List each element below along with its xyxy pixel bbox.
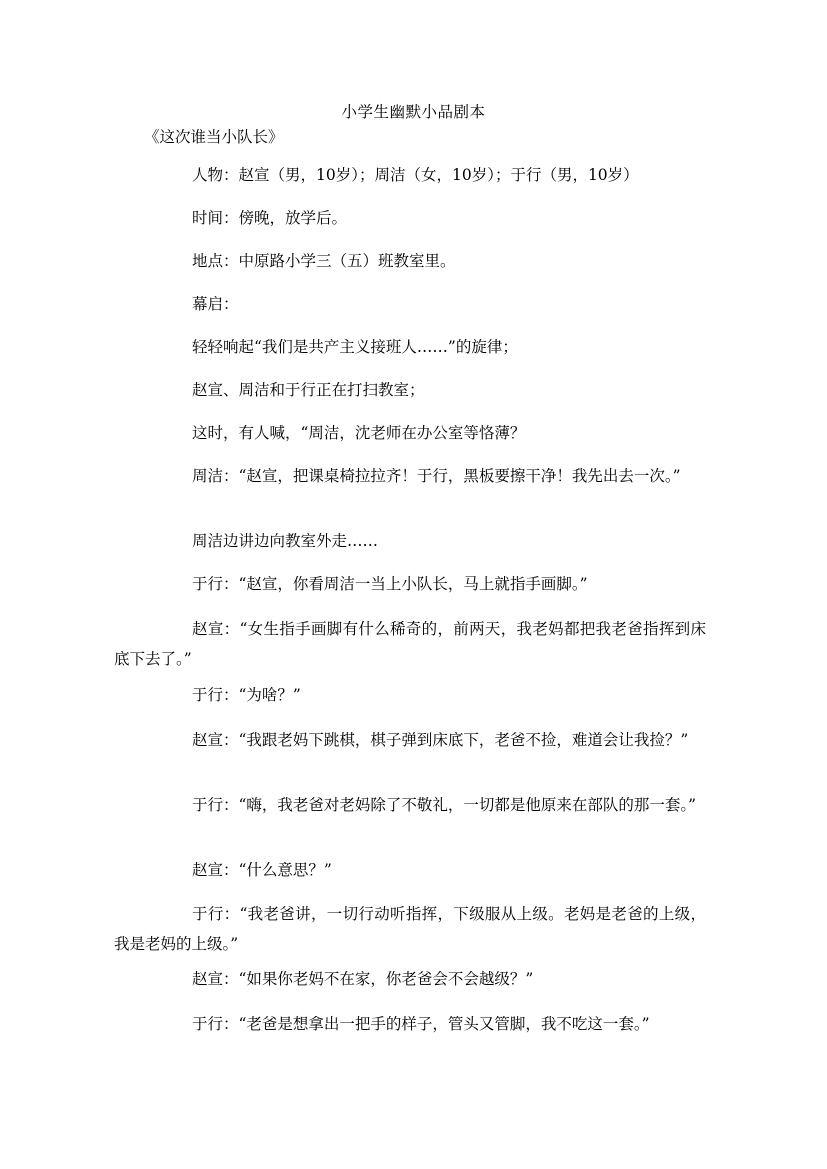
paragraph-zhoujie-line: 周洁：“赵宣，把课桌椅拉拉齐！于行，黑板要擦干净！我先出去一次。”	[192, 467, 681, 485]
paragraph-characters: 人物：赵宣（男，10岁）；周洁（女，10岁）；于行（男，10岁）	[192, 166, 639, 184]
paragraph-yuxing-2: 于行：“为啥？”	[192, 686, 301, 704]
paragraph-curtain: 幕启：	[192, 295, 239, 313]
paragraph-yuxing-4: 于行：“我老爸讲，一切行动听指挥，下级服从上级。老妈是老爸的上级，我是老妈的上级。”	[114, 905, 706, 953]
paragraph-yuxing-1: 于行：“赵宣，你看周洁一当上小队长，马上就指手画脚。”	[192, 575, 588, 593]
paragraph-zhaoxuan-1: 赵宣：“女生指手画脚有什么稀奇的，前两天，我老妈都把我老爸指挥到床底下去了。”	[114, 620, 706, 668]
paragraph-cleaning: 赵宣、周洁和于行正在打扫教室；	[192, 381, 425, 399]
paragraph-zhaoxuan-2: 赵宣：“我跟老妈下跳棋，棋子弹到床底下，老爸不捡，难道会让我捡？”	[192, 731, 689, 749]
paragraph-time: 时间：傍晚，放学后。	[192, 209, 348, 227]
paragraph-yuxing-3: 于行：“嗨，我老爸对老妈除了不敬礼，一切都是他原来在部队的那一套。”	[192, 796, 697, 814]
paragraph-someone-calls: 这时，有人喊，“周洁，沈老师在办公室等恪薄？	[192, 424, 526, 442]
paragraph-zhaoxuan-3: 赵宣：“什么意思？”	[192, 861, 332, 879]
document-title: 小学生幽默小品剧本	[341, 103, 486, 121]
play-title: 《这次谁当小队长》	[144, 128, 284, 146]
paragraph-place: 地点：中原路小学三（五）班教室里。	[192, 252, 456, 270]
paragraph-zhoujie-leaves: 周洁边讲边向教室外走……	[192, 532, 379, 550]
paragraph-yuxing-5: 于行：“老爸是想拿出一把手的样子，管头又管脚，我不吃这一套。”	[192, 1015, 650, 1033]
paragraph-zhaoxuan-4: 赵宣：“如果你老妈不在家，你老爸会不会越级？”	[192, 970, 534, 988]
paragraph-melody: 轻轻响起“我们是共产主义接班人……”的旋律；	[192, 338, 518, 356]
